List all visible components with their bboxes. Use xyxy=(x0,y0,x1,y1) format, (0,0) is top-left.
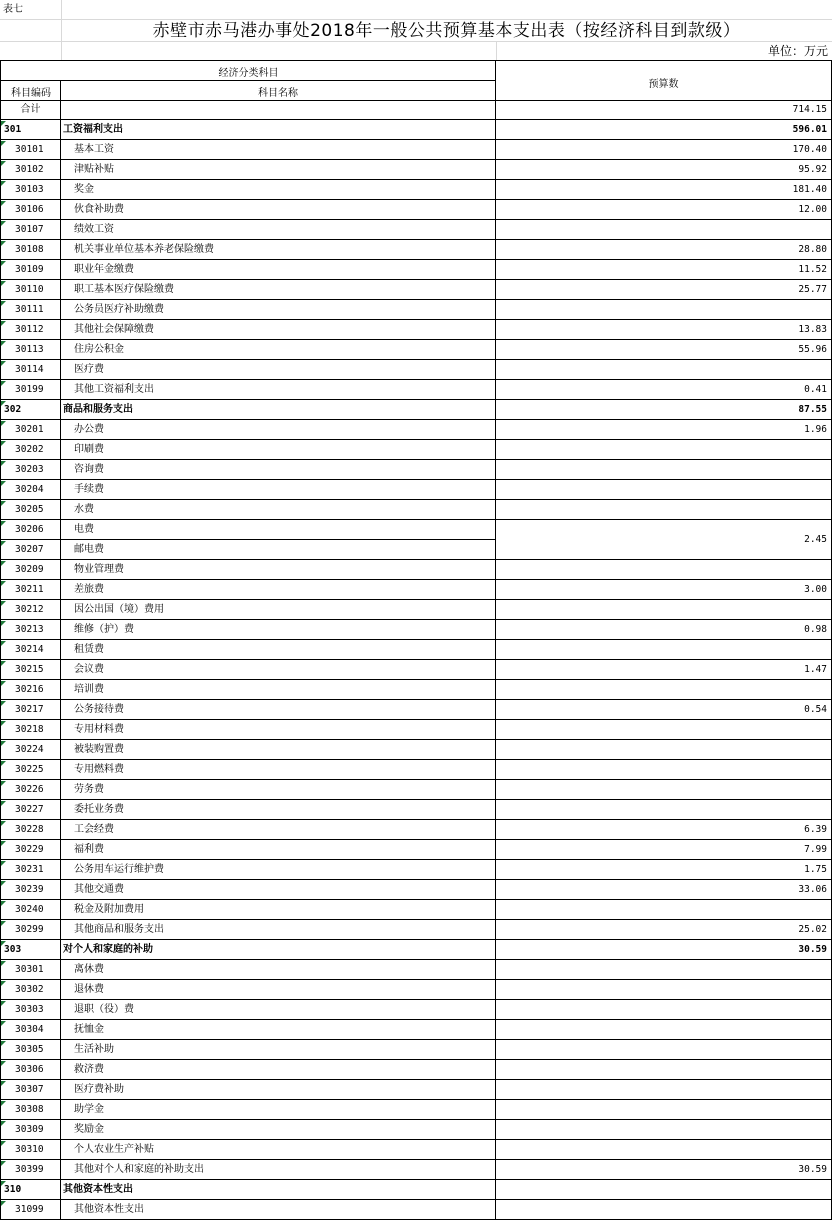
row-amount xyxy=(496,780,832,800)
header-group-cell xyxy=(0,61,496,81)
row-amount: 170.40 xyxy=(496,140,832,160)
row-code: 30218 xyxy=(0,720,61,740)
cell-marker-icon xyxy=(1,661,6,666)
row-amount xyxy=(496,980,832,1000)
page-title: 赤壁市赤马港办事处2018年一般公共预算基本支出表（按经济科目到款级） xyxy=(152,21,741,41)
cell-marker-icon xyxy=(1,601,6,606)
row-name: 医疗费补助 xyxy=(61,1080,496,1100)
merged-amount-water-electric: 2.45 xyxy=(496,520,832,560)
cell-marker-icon xyxy=(1,281,6,286)
row-code: 30212 xyxy=(0,600,61,620)
row-amount xyxy=(496,600,832,620)
row-amount: 0.54 xyxy=(496,700,832,720)
row-amount: 0.41 xyxy=(496,380,832,400)
cell-marker-icon xyxy=(1,801,6,806)
row-name: 其他资本性支出 xyxy=(61,1180,496,1200)
row-amount xyxy=(496,1120,832,1140)
row-code: 30308 xyxy=(0,1100,61,1120)
row-amount: 11.52 xyxy=(496,260,832,280)
row-amount: 6.39 xyxy=(496,820,832,840)
row-amount: 1.47 xyxy=(496,660,832,680)
row-code: 30309 xyxy=(0,1120,61,1140)
header-name-label: 科目名称 xyxy=(258,88,298,99)
row-name: 邮电费 xyxy=(61,540,496,560)
row-code: 30306 xyxy=(0,1060,61,1080)
table-row xyxy=(0,620,832,640)
row-name: 奖励金 xyxy=(61,1120,496,1140)
table-row xyxy=(0,980,832,1000)
row-code: 30109 xyxy=(0,260,61,280)
row-code: 30299 xyxy=(0,920,61,940)
cell-marker-icon xyxy=(1,921,6,926)
row-code: 30112 xyxy=(0,320,61,340)
table-row xyxy=(0,1120,832,1140)
row-code: 30199 xyxy=(0,380,61,400)
table-row xyxy=(0,160,832,180)
cell-marker-icon xyxy=(1,301,6,306)
table-row xyxy=(0,760,832,780)
row-name: 物业管理费 xyxy=(61,560,496,580)
cell-marker-icon xyxy=(1,1181,6,1186)
row-code: 303 xyxy=(0,940,61,960)
row-amount: 12.00 xyxy=(496,200,832,220)
table-row xyxy=(0,1160,832,1180)
table-row xyxy=(0,840,832,860)
row-amount: 3.00 xyxy=(496,580,832,600)
row-amount: 7.99 xyxy=(496,840,832,860)
row-code: 30114 xyxy=(0,360,61,380)
table-header xyxy=(0,60,832,100)
table-row xyxy=(0,280,832,300)
row-name: 绩效工资 xyxy=(61,220,496,240)
row-code: 30102 xyxy=(0,160,61,180)
row-code: 30217 xyxy=(0,700,61,720)
row-code: 30107 xyxy=(0,220,61,240)
unit-label: 单位：万元 xyxy=(767,44,828,58)
table-row xyxy=(0,340,832,360)
cell-marker-icon xyxy=(1,1021,6,1026)
row-amount xyxy=(496,1180,832,1200)
cell-marker-icon xyxy=(1,641,6,646)
cell-marker-icon xyxy=(1,581,6,586)
cell-marker-icon xyxy=(1,901,6,906)
row-amount: 1.96 xyxy=(496,420,832,440)
row-code: 30301 xyxy=(0,960,61,980)
row-name: 离休费 xyxy=(61,960,496,980)
row-name: 医疗费 xyxy=(61,360,496,380)
row-name: 会议费 xyxy=(61,660,496,680)
row-amount: 25.77 xyxy=(496,280,832,300)
table-row xyxy=(0,500,832,520)
row-name: 职业年金缴费 xyxy=(61,260,496,280)
cell-marker-icon xyxy=(1,441,6,446)
row-amount xyxy=(496,1200,832,1220)
row-code: 30207 xyxy=(0,540,61,560)
table-row xyxy=(0,1200,832,1220)
row-name: 对个人和家庭的补助 xyxy=(61,940,496,960)
cell-marker-icon xyxy=(1,221,6,226)
row-code: 30209 xyxy=(0,560,61,580)
row-code: 30103 xyxy=(0,180,61,200)
row-name: 个人农业生产补贴 xyxy=(61,1140,496,1160)
cell-marker-icon xyxy=(1,361,6,366)
category-row xyxy=(0,940,832,960)
cell-marker-icon xyxy=(1,121,6,126)
row-amount xyxy=(496,680,832,700)
table-row xyxy=(0,220,832,240)
table-row xyxy=(0,640,832,660)
cell-marker-icon xyxy=(1,381,6,386)
table-row xyxy=(0,920,832,940)
table-row xyxy=(0,1060,832,1080)
cell-marker-icon xyxy=(1,241,6,246)
row-name: 商品和服务支出 xyxy=(61,400,496,420)
row-code: 30204 xyxy=(0,480,61,500)
row-amount xyxy=(496,720,832,740)
row-amount xyxy=(496,1140,832,1160)
cell-marker-icon xyxy=(1,881,6,886)
row-code: 30310 xyxy=(0,1140,61,1160)
row-code: 30302 xyxy=(0,980,61,1000)
header-code-cell xyxy=(0,81,61,101)
cell-marker-icon xyxy=(1,341,6,346)
cell-marker-icon xyxy=(1,1001,6,1006)
row-name: 公务接待费 xyxy=(61,700,496,720)
row-amount xyxy=(496,1100,832,1120)
header-name-cell xyxy=(61,81,496,101)
row-code: 30224 xyxy=(0,740,61,760)
total-row xyxy=(0,100,832,120)
table-row xyxy=(0,460,832,480)
row-name: 退职（役）费 xyxy=(61,1000,496,1020)
row-code: 31099 xyxy=(0,1200,61,1220)
row-code: 30229 xyxy=(0,840,61,860)
table-row xyxy=(0,440,832,460)
row-amount xyxy=(496,440,832,460)
row-name: 被装购置费 xyxy=(61,740,496,760)
row-code: 301 xyxy=(0,120,61,140)
row-name: 基本工资 xyxy=(61,140,496,160)
table-row xyxy=(0,740,832,760)
cell-marker-icon xyxy=(1,981,6,986)
row-amount: 181.40 xyxy=(496,180,832,200)
table-row xyxy=(0,260,832,280)
row-code: 30227 xyxy=(0,800,61,820)
table-row xyxy=(0,1100,832,1120)
row-name: 因公出国（境）费用 xyxy=(61,600,496,620)
row-code: 30307 xyxy=(0,1080,61,1100)
table-row xyxy=(0,1080,832,1100)
cell-marker-icon xyxy=(1,561,6,566)
header-amount-cell xyxy=(496,61,832,101)
row-amount: 1.75 xyxy=(496,860,832,880)
row-name: 退休费 xyxy=(61,980,496,1000)
row-code: 302 xyxy=(0,400,61,420)
cell-marker-icon xyxy=(1,181,6,186)
row-name: 福利费 xyxy=(61,840,496,860)
cell-marker-icon xyxy=(1,141,6,146)
row-amount: 28.80 xyxy=(496,240,832,260)
row-name: 税金及附加费用 xyxy=(61,900,496,920)
row-name: 其他工资福利支出 xyxy=(61,380,496,400)
table-row xyxy=(0,560,832,580)
row-amount xyxy=(496,1040,832,1060)
row-code: 30211 xyxy=(0,580,61,600)
row-name: 其他资本性支出 xyxy=(61,1200,496,1220)
cell-marker-icon xyxy=(1,721,6,726)
row-code: 30225 xyxy=(0,760,61,780)
cell-marker-icon xyxy=(1,421,6,426)
row-code: 30231 xyxy=(0,860,61,880)
table-row xyxy=(0,320,832,340)
grid-line xyxy=(496,42,497,60)
table-row xyxy=(0,800,832,820)
cell-marker-icon xyxy=(1,1061,6,1066)
row-name: 专用材料费 xyxy=(61,720,496,740)
row-amount xyxy=(496,1000,832,1020)
cell-marker-icon xyxy=(1,501,6,506)
table-row xyxy=(0,680,832,700)
row-code: 30202 xyxy=(0,440,61,460)
row-amount: 13.83 xyxy=(496,320,832,340)
row-name: 差旅费 xyxy=(61,580,496,600)
table-row xyxy=(0,580,832,600)
row-name: 维修（护）费 xyxy=(61,620,496,640)
cell-marker-icon xyxy=(1,1141,6,1146)
row-code: 30226 xyxy=(0,780,61,800)
cell-marker-icon xyxy=(1,781,6,786)
row-name: 其他社会保障缴费 xyxy=(61,320,496,340)
row-name: 伙食补助费 xyxy=(61,200,496,220)
row-amount: 30.59 xyxy=(496,1160,832,1180)
table-row xyxy=(0,700,832,720)
row-code: 310 xyxy=(0,1180,61,1200)
row-amount xyxy=(496,360,832,380)
cell-marker-icon xyxy=(1,1101,6,1106)
cell-marker-icon xyxy=(1,681,6,686)
category-row xyxy=(0,120,832,140)
table-row xyxy=(0,600,832,620)
cell-marker-icon xyxy=(1,621,6,626)
row-name: 助学金 xyxy=(61,1100,496,1120)
row-name: 公务用车运行维护费 xyxy=(61,860,496,880)
cell-marker-icon xyxy=(1,461,6,466)
row-amount xyxy=(496,900,832,920)
total-label: 合计 xyxy=(0,100,61,120)
row-name: 住房公积金 xyxy=(61,340,496,360)
row-code: 30201 xyxy=(0,420,61,440)
cell-marker-icon xyxy=(1,841,6,846)
row-code: 30108 xyxy=(0,240,61,260)
row-name: 电费 xyxy=(61,520,496,540)
row-name: 培训费 xyxy=(61,680,496,700)
category-row xyxy=(0,1180,832,1200)
row-code: 30205 xyxy=(0,500,61,520)
cell-marker-icon xyxy=(1,521,6,526)
row-name: 手续费 xyxy=(61,480,496,500)
row-code: 30206 xyxy=(0,520,61,540)
cell-marker-icon xyxy=(1,541,6,546)
row-code: 30203 xyxy=(0,460,61,480)
row-name: 专用燃料费 xyxy=(61,760,496,780)
table-row xyxy=(0,1140,832,1160)
cell-marker-icon xyxy=(1,961,6,966)
row-name: 奖金 xyxy=(61,180,496,200)
row-amount xyxy=(496,640,832,660)
table-row xyxy=(0,1040,832,1060)
header-group-label: 经济分类科目 xyxy=(218,68,279,79)
row-code: 30214 xyxy=(0,640,61,660)
row-code: 30111 xyxy=(0,300,61,320)
row-amount xyxy=(496,960,832,980)
table-row xyxy=(0,780,832,800)
row-code: 30304 xyxy=(0,1020,61,1040)
row-name: 租赁费 xyxy=(61,640,496,660)
table-row xyxy=(0,420,832,440)
table-row xyxy=(0,900,832,920)
cell-marker-icon xyxy=(1,701,6,706)
row-amount: 95.92 xyxy=(496,160,832,180)
cell-marker-icon xyxy=(1,1041,6,1046)
table-row xyxy=(0,1020,832,1040)
row-code: 30399 xyxy=(0,1160,61,1180)
cell-marker-icon xyxy=(1,321,6,326)
cell-marker-icon xyxy=(1,741,6,746)
row-code: 30106 xyxy=(0,200,61,220)
table-row xyxy=(0,380,832,400)
table-row xyxy=(0,360,832,380)
row-name: 委托业务费 xyxy=(61,800,496,820)
header-amount-label: 预算数 xyxy=(648,79,679,90)
row-code: 30305 xyxy=(0,1040,61,1060)
row-name: 咨询费 xyxy=(61,460,496,480)
table-row xyxy=(0,660,832,680)
row-amount xyxy=(496,500,832,520)
table-row xyxy=(0,300,832,320)
row-amount xyxy=(496,1020,832,1040)
cell-marker-icon xyxy=(1,161,6,166)
cell-marker-icon xyxy=(1,481,6,486)
row-amount xyxy=(496,460,832,480)
category-row xyxy=(0,400,832,420)
row-code: 30110 xyxy=(0,280,61,300)
cell-marker-icon xyxy=(1,401,6,406)
row-name: 其他对个人和家庭的补助支出 xyxy=(61,1160,496,1180)
table-row xyxy=(0,240,832,260)
table-row xyxy=(0,180,832,200)
row-amount xyxy=(496,800,832,820)
cell-marker-icon xyxy=(1,861,6,866)
row-amount xyxy=(496,560,832,580)
row-amount: 33.06 xyxy=(496,880,832,900)
row-amount xyxy=(496,480,832,500)
table-row xyxy=(0,720,832,740)
cell-marker-icon xyxy=(1,261,6,266)
row-amount xyxy=(496,1080,832,1100)
row-name: 工资福利支出 xyxy=(61,120,496,140)
cell-marker-icon xyxy=(1,1121,6,1126)
header-code-label: 科目编码 xyxy=(11,88,51,99)
row-name: 津贴补贴 xyxy=(61,160,496,180)
row-amount xyxy=(496,760,832,780)
cell-marker-icon xyxy=(1,941,6,946)
row-amount: 25.02 xyxy=(496,920,832,940)
row-name: 办公费 xyxy=(61,420,496,440)
row-code: 30239 xyxy=(0,880,61,900)
row-name: 其他交通费 xyxy=(61,880,496,900)
row-code: 30240 xyxy=(0,900,61,920)
table-row xyxy=(0,1000,832,1020)
cell-marker-icon xyxy=(1,1201,6,1206)
row-amount xyxy=(496,740,832,760)
cell-marker-icon xyxy=(1,761,6,766)
row-name: 职工基本医疗保险缴费 xyxy=(61,280,496,300)
row-name: 印刷费 xyxy=(61,440,496,460)
table-row xyxy=(0,200,832,220)
row-name: 救济费 xyxy=(61,1060,496,1080)
row-name: 其他商品和服务支出 xyxy=(61,920,496,940)
row-amount: 87.55 xyxy=(496,400,832,420)
row-name: 抚恤金 xyxy=(61,1020,496,1040)
table-row xyxy=(0,880,832,900)
row-name: 劳务费 xyxy=(61,780,496,800)
table-row xyxy=(0,820,832,840)
row-amount: 596.01 xyxy=(496,120,832,140)
table-row xyxy=(0,480,832,500)
row-code: 30215 xyxy=(0,660,61,680)
cell-marker-icon xyxy=(1,1081,6,1086)
row-amount: 55.96 xyxy=(496,340,832,360)
table-row xyxy=(0,140,832,160)
total-amount: 714.15 xyxy=(496,100,832,120)
row-code: 30228 xyxy=(0,820,61,840)
row-name: 机关事业单位基本养老保险缴费 xyxy=(61,240,496,260)
row-code: 30113 xyxy=(0,340,61,360)
row-code: 30213 xyxy=(0,620,61,640)
row-code: 30101 xyxy=(0,140,61,160)
row-amount: 30.59 xyxy=(496,940,832,960)
table-row xyxy=(0,960,832,980)
row-name: 公务员医疗补助缴费 xyxy=(61,300,496,320)
row-name: 水费 xyxy=(61,500,496,520)
table-row xyxy=(0,860,832,880)
row-amount xyxy=(496,1060,832,1080)
row-code: 30303 xyxy=(0,1000,61,1020)
total-name-cell xyxy=(61,100,496,120)
cell-marker-icon xyxy=(1,1161,6,1166)
row-name: 生活补助 xyxy=(61,1040,496,1060)
row-code: 30216 xyxy=(0,680,61,700)
cell-marker-icon xyxy=(1,201,6,206)
row-amount xyxy=(496,220,832,240)
sheet-label: 表七 xyxy=(3,4,23,15)
row-amount xyxy=(496,300,832,320)
cell-marker-icon xyxy=(1,821,6,826)
row-name: 工会经费 xyxy=(61,820,496,840)
row-amount: 0.98 xyxy=(496,620,832,640)
